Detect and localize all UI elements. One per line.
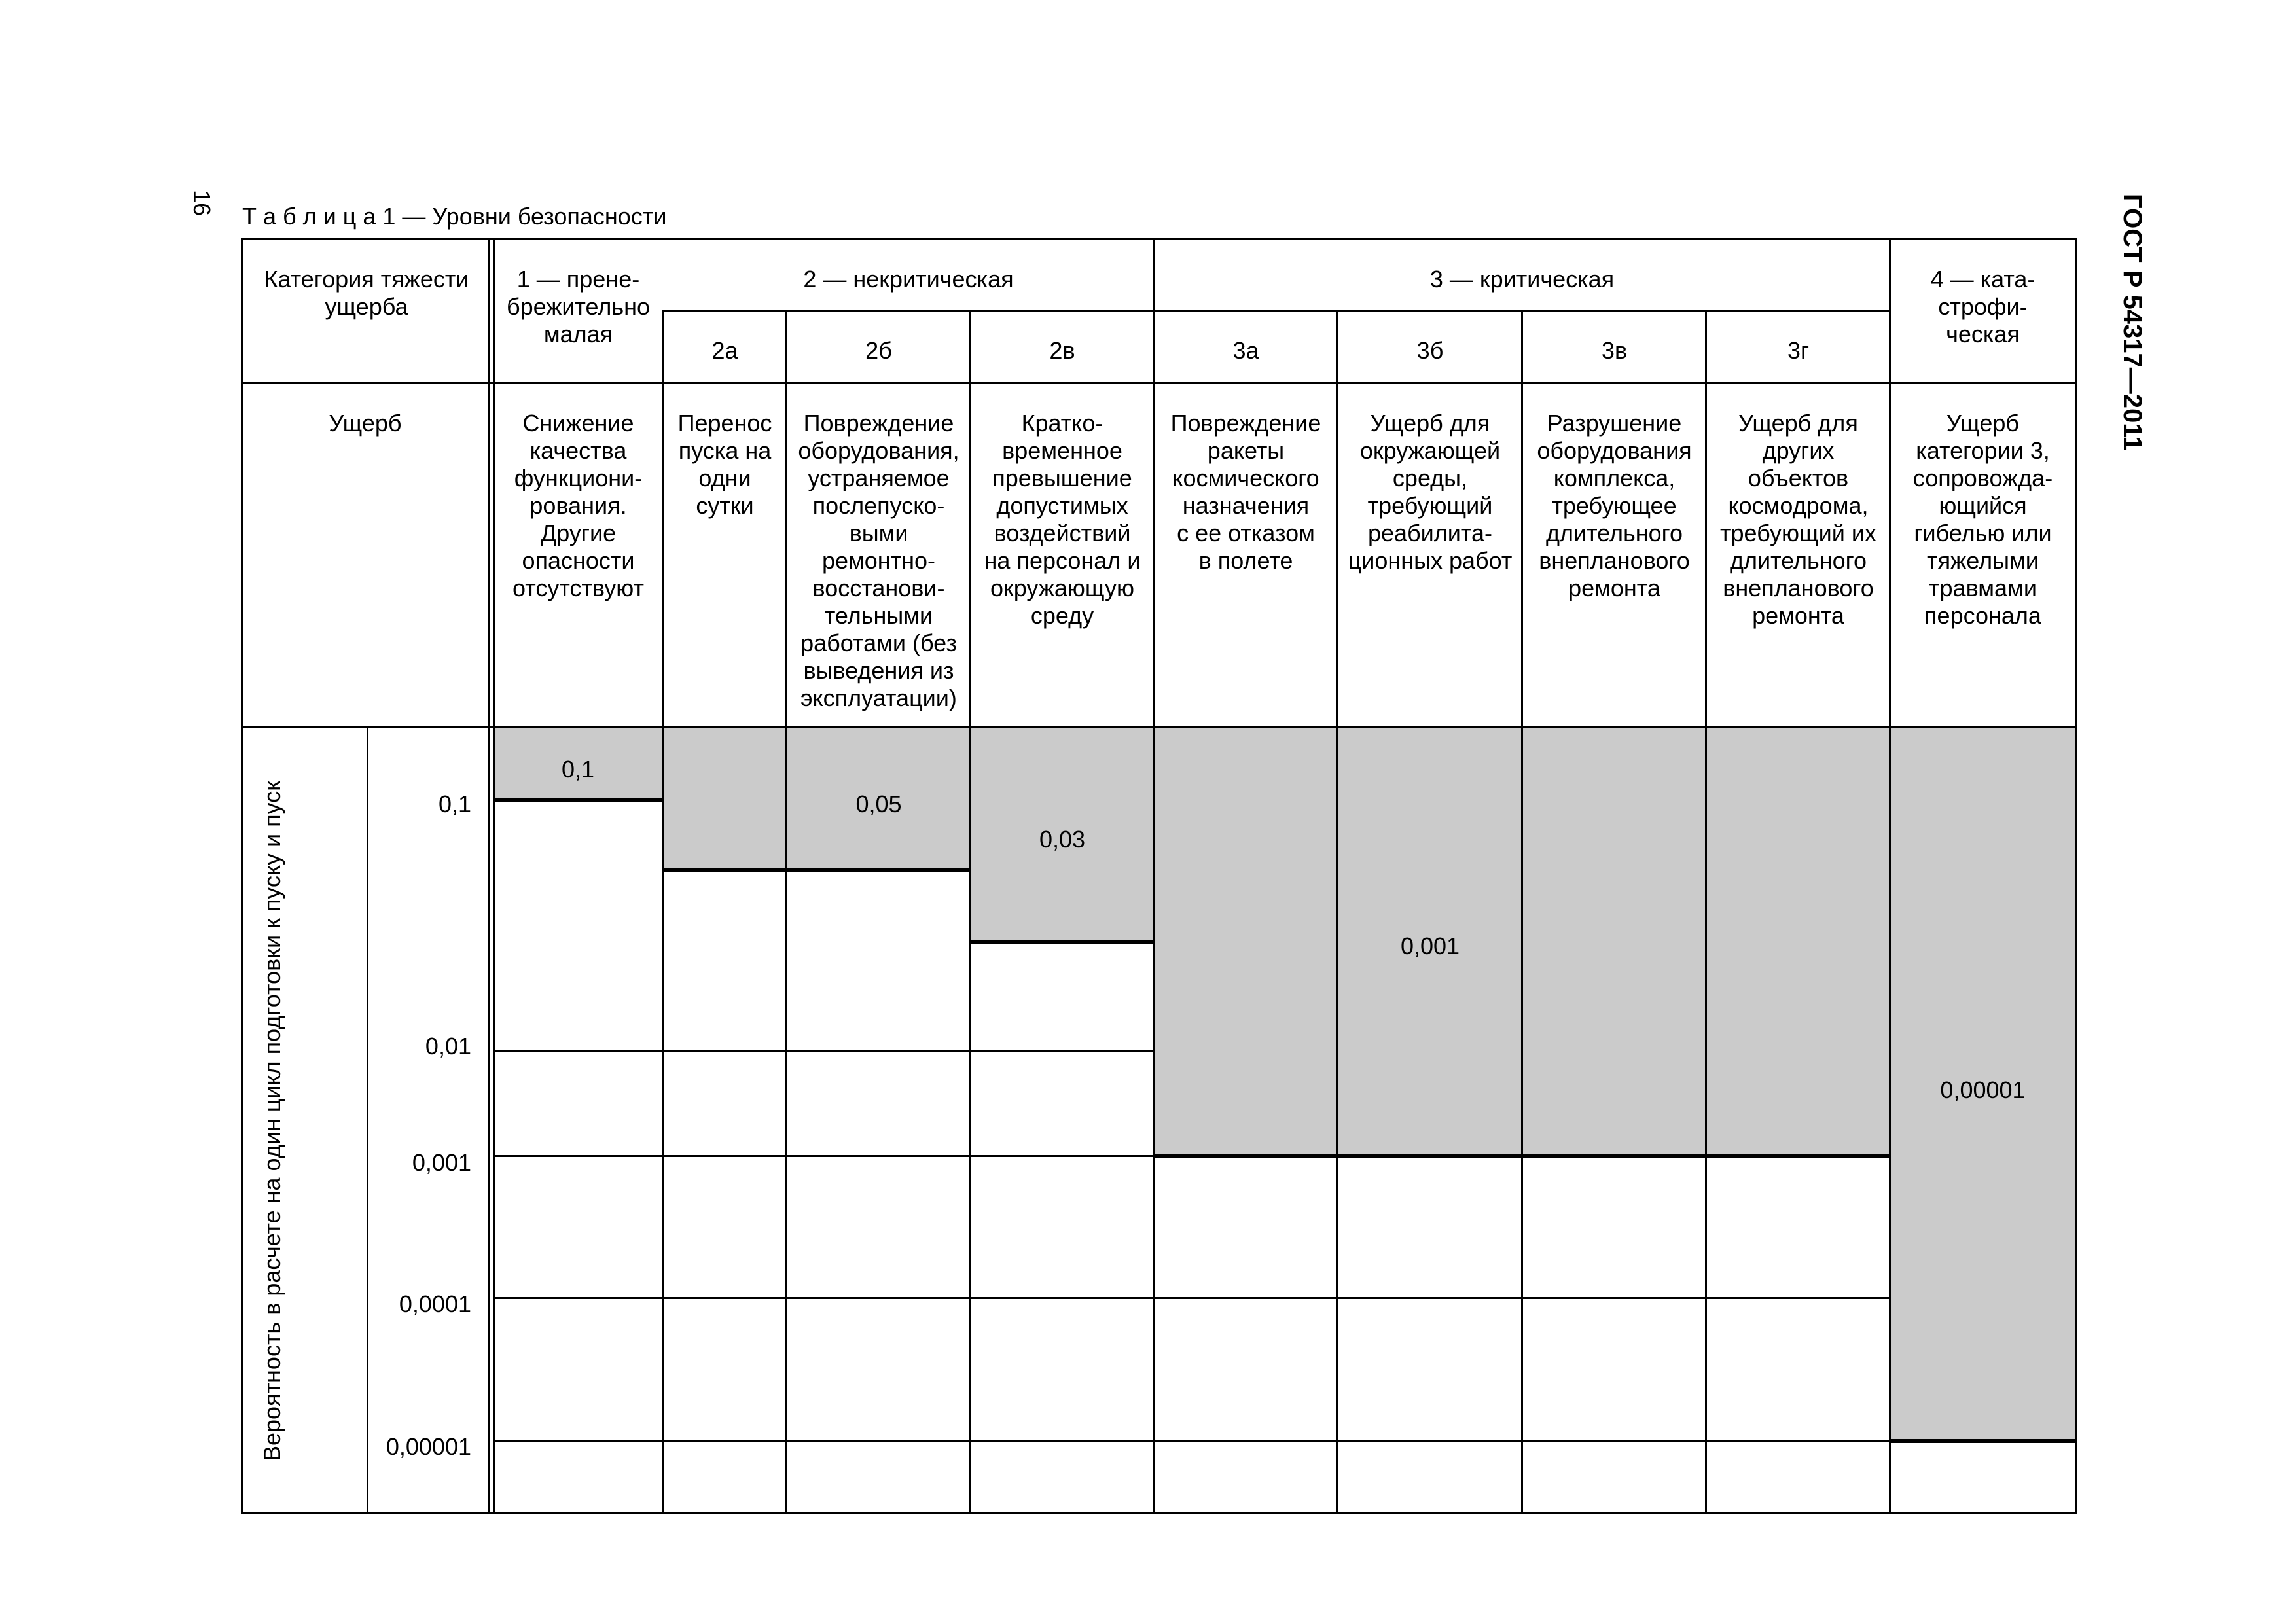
- subheader-2a: 2а: [711, 337, 738, 364]
- limit-line-cat2v: [971, 940, 1154, 944]
- grid-line-0-0001: [493, 1297, 1890, 1299]
- grid-line-0-001: [493, 1155, 1154, 1157]
- tick-0-0001: 0,0001: [399, 1291, 471, 1317]
- tick-0-001: 0,001: [412, 1149, 471, 1176]
- limit-line-cat2a-2b: [663, 868, 971, 872]
- tick-0-01: 0,01: [425, 1033, 471, 1060]
- standard-designation: ГОСТ Р 54317—2011: [2118, 194, 2147, 451]
- damage-2b: Повреждение оборудования, устраняемое послепуско- выми ремонтно- восстанови- тельными работами (без выведения из эксплуатации): [798, 410, 960, 711]
- table-caption: Т а б л и ц а 1 — Уровни безопасности: [242, 203, 667, 230]
- header-cat2: 2 — некритическая: [803, 266, 1014, 293]
- limit-value-cat1: 0,1: [561, 756, 595, 783]
- limit-value-cat4: 0,00001: [1940, 1077, 2026, 1103]
- limit-value-cat3: 0,001: [1400, 933, 1460, 959]
- subheader-2b: 2б: [865, 337, 892, 364]
- damage-3v: Разрушение оборудования комплекса, требующее длительного внепланового ремонта: [1537, 410, 1692, 601]
- damage-2a: Перенос пуска на одни сутки: [677, 410, 772, 519]
- header-cat4: 4 — ката- строфи- ческая: [1930, 266, 2036, 348]
- damage-cat1: Снижение качества функциони- рования. Другие опасности отсутствуют: [512, 410, 644, 601]
- limit-line-cat3: [1154, 1154, 1890, 1158]
- table-top-border: [241, 238, 2077, 240]
- header-bottom-line: [241, 382, 2077, 384]
- grid-line-0-00001: [493, 1440, 1890, 1442]
- probability-axis-label: Вероятность в расчете на один цикл подготовки к пуску и пуск: [259, 780, 285, 1462]
- page-number: 16: [188, 190, 215, 217]
- tick-0-1: 0,1: [438, 791, 471, 817]
- damage-cat4: Ущерб категории 3, сопровожда- ющийся гибелью или тяжелыми травмами персонала: [1912, 410, 2053, 629]
- subheader-3g: 3г: [1787, 337, 1810, 364]
- damage-3b: Ущерб для окружающей среды, требующий реабилита- ционных работ: [1348, 410, 1513, 574]
- subheader-3v: 3в: [1601, 337, 1628, 364]
- header-cat3: 3 — критическая: [1429, 266, 1615, 293]
- header-category-label: Категория тяжести ущерба: [264, 266, 469, 320]
- table-right-border: [2075, 238, 2077, 1514]
- damage-3g: Ущерб для других объектов космодрома, требующий их длительного внепланового ремонта: [1720, 410, 1876, 629]
- limit-value-cat2a-2b: 0,05: [855, 791, 902, 817]
- col-line-cat1-a: [488, 238, 490, 1514]
- limit-line-cat4: [1890, 1439, 2075, 1443]
- damage-3a: Повреждение ракеты космического назначения с ее отказом в полете: [1170, 410, 1321, 574]
- subheader-3b: 3б: [1416, 337, 1444, 364]
- table-bottom-border: [241, 1512, 2077, 1514]
- damage-2v: Кратко- временное превышение допустимых воздействий на персонал и окружающую среду: [984, 410, 1141, 629]
- limit-line-cat1: [493, 798, 663, 802]
- header-cat1: 1 — прене- брежительно малая: [506, 266, 651, 348]
- subheader-3a: 3а: [1232, 337, 1259, 364]
- limit-value-cat2v: 0,03: [1039, 826, 1086, 853]
- grid-line-0-01: [493, 1050, 1154, 1052]
- subheader-line-cat2: [663, 310, 1154, 312]
- damage-bottom-line: [241, 726, 2077, 728]
- tick-0-00001: 0,00001: [386, 1433, 471, 1460]
- damage-label: Ущерб: [329, 410, 402, 437]
- subheader-2v: 2в: [1049, 337, 1075, 364]
- col-line-ticks: [367, 726, 368, 1514]
